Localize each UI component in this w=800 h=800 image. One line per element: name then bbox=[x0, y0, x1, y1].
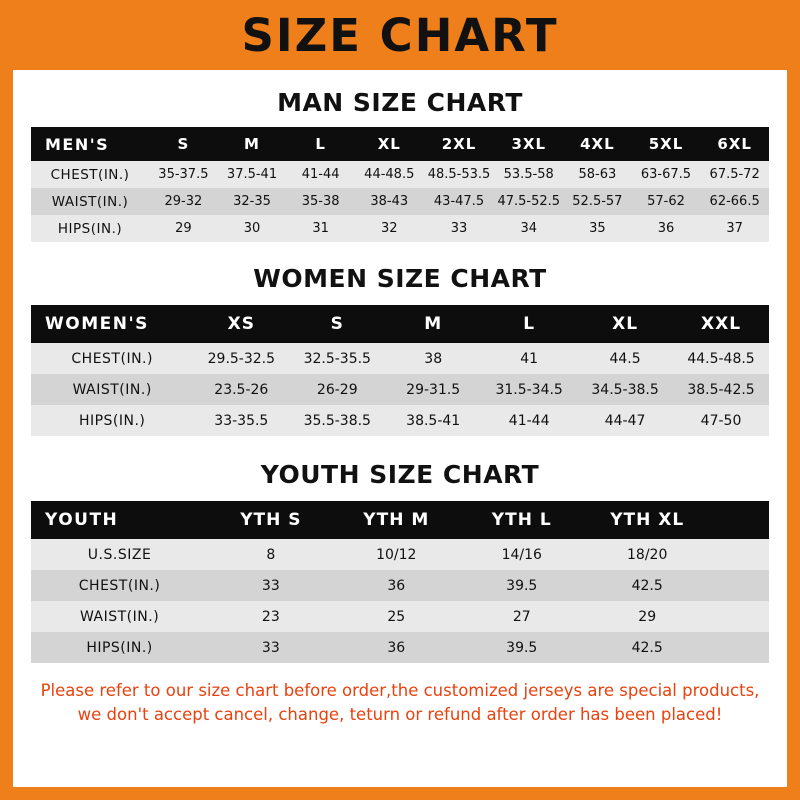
row-label: CHEST(IN.) bbox=[78, 577, 161, 594]
row-label: WAIST(IN.) bbox=[51, 193, 129, 210]
table-cell: 25 bbox=[387, 608, 406, 625]
men-header-cell: M bbox=[244, 135, 260, 153]
row-label: CHEST(IN.) bbox=[71, 350, 153, 367]
table-cell: 39.5 bbox=[506, 639, 538, 656]
table-cell: 35-38 bbox=[301, 194, 340, 209]
table-cell: 33 bbox=[450, 221, 468, 236]
table-row bbox=[31, 374, 769, 405]
table-cell: 35.5-38.5 bbox=[303, 412, 371, 429]
content-area bbox=[13, 88, 787, 727]
table-cell: 29 bbox=[638, 608, 657, 625]
women-header-cell: XXL bbox=[701, 314, 742, 334]
table-cell: 63-67.5 bbox=[640, 167, 692, 182]
table-cell: 38.5-42.5 bbox=[687, 381, 755, 398]
youth-header-row bbox=[31, 501, 769, 539]
table-row bbox=[31, 161, 769, 188]
table-cell: 33 bbox=[261, 577, 280, 594]
table-cell: 43-47.5 bbox=[433, 194, 485, 209]
table-row bbox=[31, 215, 769, 242]
table-cell: 44-48.5 bbox=[364, 167, 415, 182]
women-header-row bbox=[31, 305, 769, 343]
footer-note-line1: Please refer to our size chart before order,the customized jerseys are special products, bbox=[40, 681, 760, 700]
women-section-title: WOMEN SIZE CHART bbox=[253, 264, 547, 293]
men-section-title: MAN SIZE CHART bbox=[277, 88, 523, 117]
table-cell: 38-43 bbox=[370, 194, 409, 209]
table-row bbox=[31, 188, 769, 215]
table-cell: 44.5-48.5 bbox=[687, 350, 755, 367]
women-header-cell: XL bbox=[612, 314, 639, 334]
youth-section-title: YOUTH SIZE CHART bbox=[260, 460, 540, 489]
row-label: HIPS(IN.) bbox=[78, 412, 146, 429]
table-cell: 36 bbox=[657, 221, 675, 236]
row-label: HIPS(IN.) bbox=[86, 639, 153, 656]
table-cell: 29.5-32.5 bbox=[207, 350, 276, 367]
women-header-cell: M bbox=[424, 314, 443, 334]
table-cell: 31 bbox=[312, 221, 329, 236]
table-cell: 47-50 bbox=[700, 412, 742, 429]
table-row bbox=[31, 632, 769, 663]
youth-header-cell: YTH XL bbox=[610, 510, 685, 530]
table-cell: 57-62 bbox=[647, 194, 685, 209]
table-cell: 41-44 bbox=[301, 167, 340, 182]
table-row bbox=[31, 343, 769, 374]
men-header-row bbox=[31, 127, 769, 161]
row-label: HIPS(IN.) bbox=[57, 220, 123, 237]
table-cell: 33-35.5 bbox=[214, 412, 269, 429]
youth-header-spacer bbox=[710, 501, 769, 539]
table-cell: 14/16 bbox=[501, 546, 542, 563]
table-cell: 44-47 bbox=[604, 412, 646, 429]
women-header-cell: XS bbox=[227, 314, 255, 334]
table-cell-spacer bbox=[710, 539, 769, 570]
table-cell: 62-66.5 bbox=[709, 194, 760, 209]
footer-note bbox=[31, 679, 769, 727]
table-cell: 47.5-52.5 bbox=[497, 194, 561, 209]
table-row bbox=[31, 405, 769, 436]
youth-header-label: YOUTH bbox=[45, 510, 119, 530]
table-row bbox=[31, 539, 769, 570]
table-cell: 34.5-38.5 bbox=[591, 381, 659, 398]
table-cell: 23 bbox=[261, 608, 280, 625]
table-cell: 33 bbox=[261, 639, 280, 656]
table-cell: 41-44 bbox=[508, 412, 550, 429]
table-cell: 37.5-41 bbox=[226, 167, 278, 182]
table-cell: 37 bbox=[726, 221, 743, 236]
table-cell: 32.5-35.5 bbox=[303, 350, 371, 367]
table-cell: 35 bbox=[589, 221, 606, 236]
women-size-table bbox=[31, 305, 769, 436]
table-cell: 42.5 bbox=[631, 577, 663, 594]
row-label: CHEST(IN.) bbox=[50, 166, 130, 183]
table-row bbox=[31, 570, 769, 601]
row-label: U.S.SIZE bbox=[87, 546, 152, 563]
women-header-cell: L bbox=[523, 314, 536, 334]
page-banner bbox=[13, 0, 787, 70]
table-cell: 38.5-41 bbox=[406, 412, 461, 429]
table-cell: 10/12 bbox=[376, 546, 417, 563]
table-cell: 42.5 bbox=[631, 639, 663, 656]
table-cell: 27 bbox=[512, 608, 531, 625]
youth-header-cell: YTH L bbox=[491, 510, 552, 530]
table-cell: 30 bbox=[243, 221, 261, 236]
table-cell-spacer bbox=[710, 570, 769, 601]
table-cell: 67.5-72 bbox=[709, 167, 760, 182]
table-cell-spacer bbox=[710, 601, 769, 632]
table-cell: 48.5-53.5 bbox=[427, 167, 491, 182]
table-cell: 36 bbox=[387, 577, 406, 594]
men-header-cell: 5XL bbox=[648, 135, 684, 153]
men-header-cell: XL bbox=[377, 135, 401, 153]
women-header-label: WOMEN'S bbox=[45, 314, 149, 334]
men-header-cell: 6XL bbox=[717, 135, 752, 153]
men-header-cell: 2XL bbox=[441, 135, 477, 153]
men-header-cell: L bbox=[315, 135, 326, 153]
page-title: SIZE CHART bbox=[241, 8, 559, 62]
table-cell: 36 bbox=[387, 639, 406, 656]
table-cell: 8 bbox=[266, 546, 276, 563]
men-header-cell: S bbox=[177, 135, 190, 153]
table-cell: 32 bbox=[380, 221, 398, 236]
footer-note-line2: we don't accept cancel, change, teturn or refund after order has been placed! bbox=[77, 704, 723, 724]
table-cell-spacer bbox=[710, 632, 769, 663]
table-cell: 31.5-34.5 bbox=[495, 381, 563, 398]
youth-size-table bbox=[31, 501, 769, 663]
table-cell: 41 bbox=[520, 350, 539, 367]
row-label: WAIST(IN.) bbox=[72, 381, 152, 398]
youth-header-cell: YTH S bbox=[240, 510, 302, 530]
table-cell: 18/20 bbox=[627, 546, 668, 563]
table-row bbox=[31, 601, 769, 632]
table-cell: 39.5 bbox=[506, 577, 538, 594]
table-cell: 23.5-26 bbox=[214, 381, 269, 398]
youth-header-cell: YTH M bbox=[363, 510, 430, 530]
table-cell: 29 bbox=[175, 221, 192, 236]
men-header-label: MEN'S bbox=[45, 134, 110, 154]
table-cell: 32-35 bbox=[233, 194, 271, 209]
table-cell: 58-63 bbox=[578, 167, 617, 182]
women-header-cell: S bbox=[330, 314, 344, 334]
men-header-cell: 4XL bbox=[580, 135, 615, 153]
table-cell: 44.5 bbox=[609, 350, 641, 367]
table-cell: 38 bbox=[424, 350, 443, 367]
table-cell: 29-32 bbox=[164, 194, 203, 209]
table-cell: 35-37.5 bbox=[158, 167, 209, 182]
men-size-table bbox=[31, 127, 769, 242]
table-cell: 34 bbox=[520, 221, 537, 236]
table-cell: 52.5-57 bbox=[572, 194, 623, 209]
men-header-cell: 3XL bbox=[511, 135, 547, 153]
table-cell: 29-31.5 bbox=[406, 381, 461, 398]
table-cell: 53.5-58 bbox=[503, 167, 554, 182]
table-cell: 26-29 bbox=[316, 381, 358, 398]
row-label: WAIST(IN.) bbox=[79, 608, 160, 625]
